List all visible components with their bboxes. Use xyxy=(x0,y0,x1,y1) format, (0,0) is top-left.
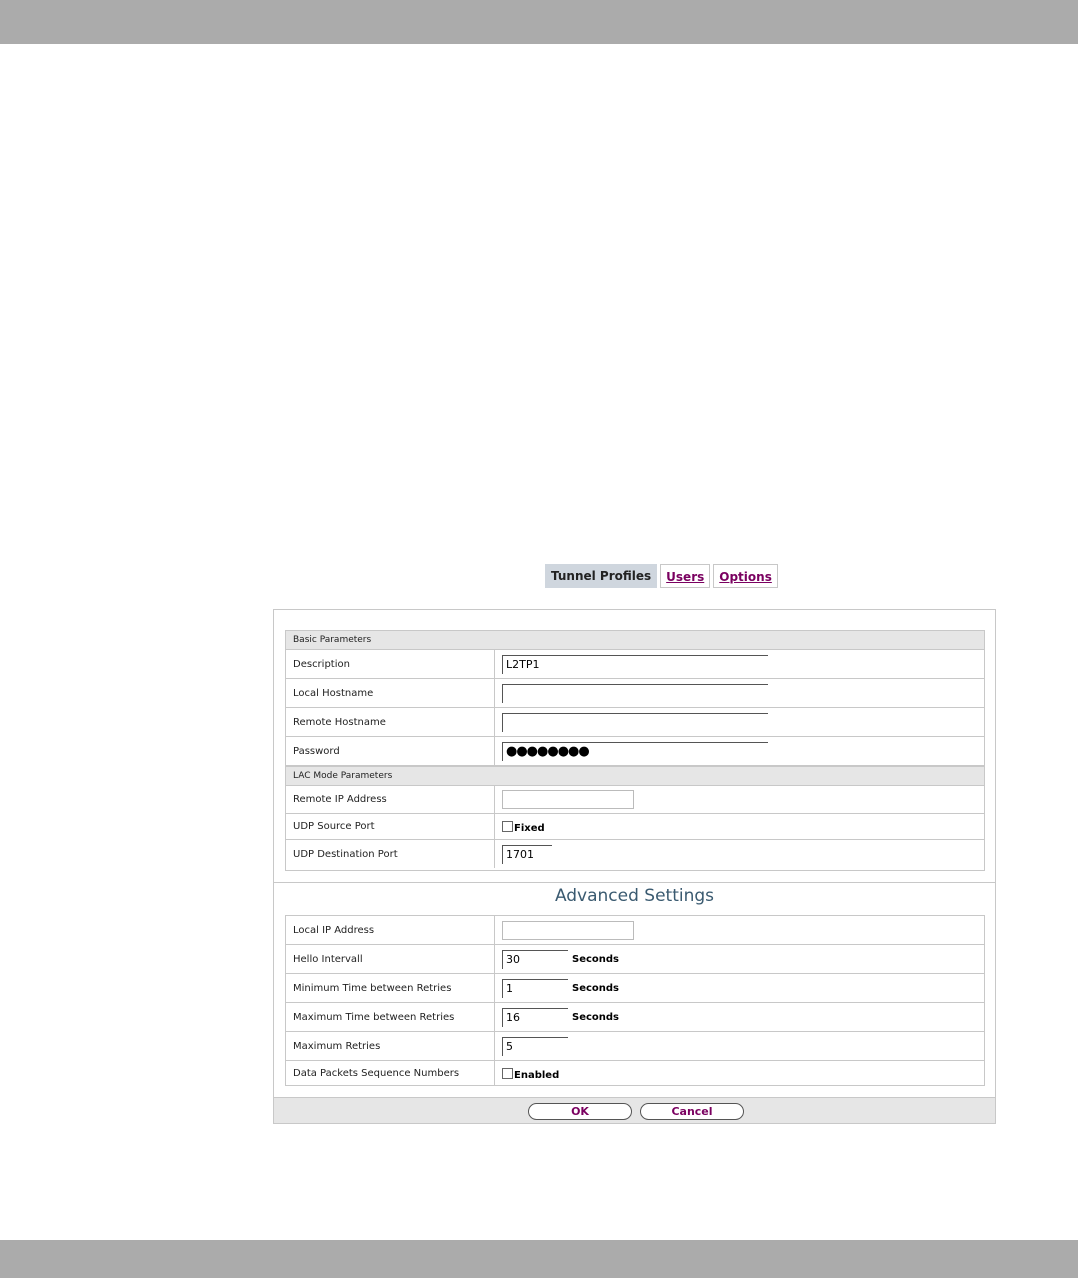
basic-parameters-section xyxy=(285,630,985,871)
max-retry-time-input[interactable]: 16 xyxy=(502,1008,568,1027)
tab-bar xyxy=(545,564,778,588)
remote-hostname-input[interactable] xyxy=(502,713,768,732)
min-retry-time-unit: Seconds xyxy=(572,982,620,994)
tab-users[interactable]: Users xyxy=(660,564,710,588)
form-row-max-retries xyxy=(286,1032,984,1061)
form-row-password xyxy=(286,737,984,766)
fixed-checkbox[interactable] xyxy=(502,821,513,832)
form-row-hello-interval xyxy=(286,945,984,974)
enabled-checkbox[interactable] xyxy=(502,1068,513,1079)
hello-interval-input[interactable]: 30 xyxy=(502,950,568,969)
form-row-local-ip xyxy=(286,916,984,945)
remote-hostname-label: Remote Hostname xyxy=(286,708,495,736)
udp-destination-port-label: UDP Destination Port xyxy=(286,840,495,868)
local-hostname-input[interactable] xyxy=(502,684,768,703)
remote-ip-input[interactable] xyxy=(502,790,634,809)
max-retries-label: Maximum Retries xyxy=(286,1032,495,1060)
local-ip-label: Local IP Address xyxy=(286,916,495,944)
form-row-udp-source-port xyxy=(286,814,984,840)
basic-parameters-heading: Basic Parameters xyxy=(286,631,984,650)
local-hostname-label: Local Hostname xyxy=(286,679,495,707)
form-row-local-hostname xyxy=(286,679,984,708)
form-row-remote-ip xyxy=(286,786,984,814)
min-retry-time-label: Minimum Time between Retries xyxy=(286,974,495,1002)
password-input[interactable]: ●●●●●●●● xyxy=(502,742,768,761)
enabled-checkbox-label: Enabled xyxy=(514,1069,560,1081)
tab-tunnel-profiles[interactable]: Tunnel Profiles xyxy=(545,564,657,588)
form-row-min-retry-time xyxy=(286,974,984,1003)
form-row-udp-destination-port xyxy=(286,840,984,868)
advanced-settings-title[interactable]: Advanced Settings xyxy=(274,882,995,906)
advanced-settings-section xyxy=(285,915,985,1086)
ok-button[interactable]: OK xyxy=(528,1103,632,1120)
form-row-description xyxy=(286,650,984,679)
lac-mode-heading: LAC Mode Parameters xyxy=(286,766,984,786)
fixed-checkbox-label: Fixed xyxy=(514,823,545,834)
hello-interval-unit: Seconds xyxy=(572,953,620,965)
hello-interval-label: Hello Intervall xyxy=(286,945,495,973)
form-row-remote-hostname xyxy=(286,708,984,737)
udp-source-port-label: UDP Source Port xyxy=(286,814,495,839)
description-label: Description xyxy=(286,650,495,678)
min-retry-time-input[interactable]: 1 xyxy=(502,979,568,998)
cancel-button[interactable]: Cancel xyxy=(640,1103,744,1120)
local-ip-input[interactable] xyxy=(502,921,634,940)
top-bar xyxy=(0,0,1078,44)
form-row-max-retry-time xyxy=(286,1003,984,1032)
remote-ip-label: Remote IP Address xyxy=(286,786,495,813)
form-row-sequence-numbers xyxy=(286,1061,984,1085)
password-label: Password xyxy=(286,737,495,765)
tunnel-profile-form xyxy=(273,609,996,1124)
max-retry-time-unit: Seconds xyxy=(572,1011,620,1023)
form-footer xyxy=(274,1097,995,1123)
max-retry-time-label: Maximum Time between Retries xyxy=(286,1003,495,1031)
udp-destination-port-input[interactable]: 1701 xyxy=(502,845,552,864)
max-retries-input[interactable]: 5 xyxy=(502,1037,568,1056)
bottom-bar xyxy=(0,1240,1078,1278)
description-input[interactable]: L2TP1 xyxy=(502,655,768,674)
sequence-numbers-label: Data Packets Sequence Numbers xyxy=(286,1061,495,1085)
tab-options[interactable]: Options xyxy=(713,564,778,588)
